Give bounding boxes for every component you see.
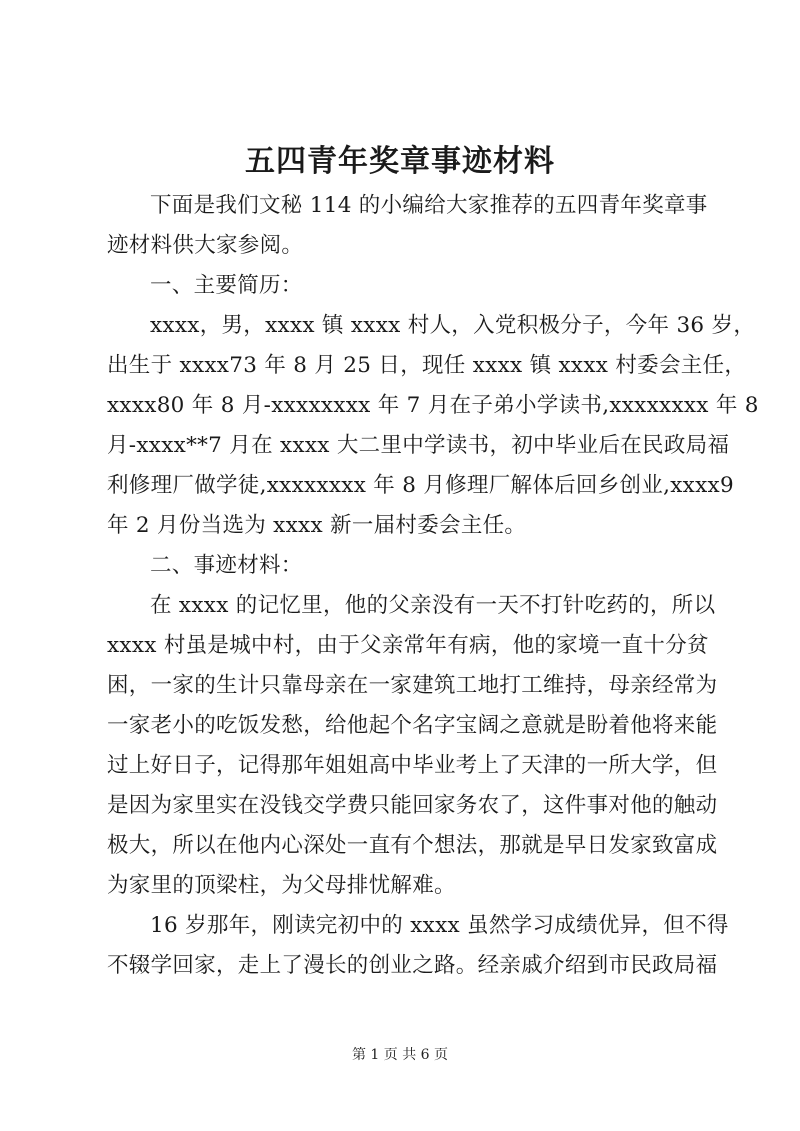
paragraph-line: 一家老小的吃饭发愁，给他起个名字宝阔之意就是盼着他将来能 <box>107 713 718 738</box>
paragraph-line: 出生于 xxxx73 年 8 月 25 日，现任 xxxx 镇 xxxx 村委会主任， <box>107 353 747 378</box>
paragraph-line: 16 岁那年，刚读完初中的 xxxx 虽然学习成绩优异，但不得 <box>150 913 729 938</box>
paragraph-line: 极大，所以在他内心深处一直有个想法，那就是早日发家致富成 <box>107 833 718 858</box>
paragraph-line: 迹材料供大家参阅。 <box>107 233 304 258</box>
paragraph-line: 过上好日子，记得那年姐姐高中毕业考上了天津的一所大学，但 <box>107 753 718 778</box>
document-title: 五四青年奖章事迹材料 <box>245 144 555 179</box>
paragraph-line: xxxx80 年 8 月-xxxxxxxx 年 7 月在子弟小学读书,xxxxxxxx 年 8 <box>107 393 759 418</box>
paragraph-line: 为家里的顶梁柱，为父母排忧解难。 <box>107 873 456 898</box>
section-heading: 二、事迹材料： <box>150 553 303 578</box>
paragraph-line: 下面是我们文秘 114 的小编给大家推荐的五四青年奖章事 <box>150 193 708 218</box>
paragraph-line: 月-xxxx**7 月在 xxxx 大二里中学读书，初中毕业后在民政局福 <box>107 433 730 458</box>
paragraph-line: xxxx 村虽是城中村，由于父亲常年有病，他的家境一直十分贫 <box>107 633 709 658</box>
paragraph-line: 利修理厂做学徒,xxxxxxxx 年 8 月修理厂解体后回乡创业,xxxx9 <box>107 473 734 498</box>
paragraph-line: 是因为家里实在没钱交学费只能回家务农了，这件事对他的触动 <box>107 793 718 818</box>
paragraph-line: 在 xxxx 的记忆里，他的父亲没有一天不打针吃药的，所以 <box>150 593 716 618</box>
paragraph-line: 困，一家的生计只靠母亲在一家建筑工地打工维持，母亲经常为 <box>107 673 718 698</box>
document-body <box>107 186 759 986</box>
paragraph-line: 不辍学回家，走上了漫长的创业之路。经亲戚介绍到市民政局福 <box>107 953 718 978</box>
paragraph-line: 年 2 月份当选为 xxxx 新一届村委会主任。 <box>107 513 527 538</box>
paragraph-line: xxxx，男，xxxx 镇 xxxx 村人，入党积极分子，今年 36 岁， <box>150 313 756 338</box>
section-heading: 一、主要简历： <box>150 273 303 298</box>
page-number-footer: 第 1 页 共 6 页 <box>351 1047 449 1063</box>
